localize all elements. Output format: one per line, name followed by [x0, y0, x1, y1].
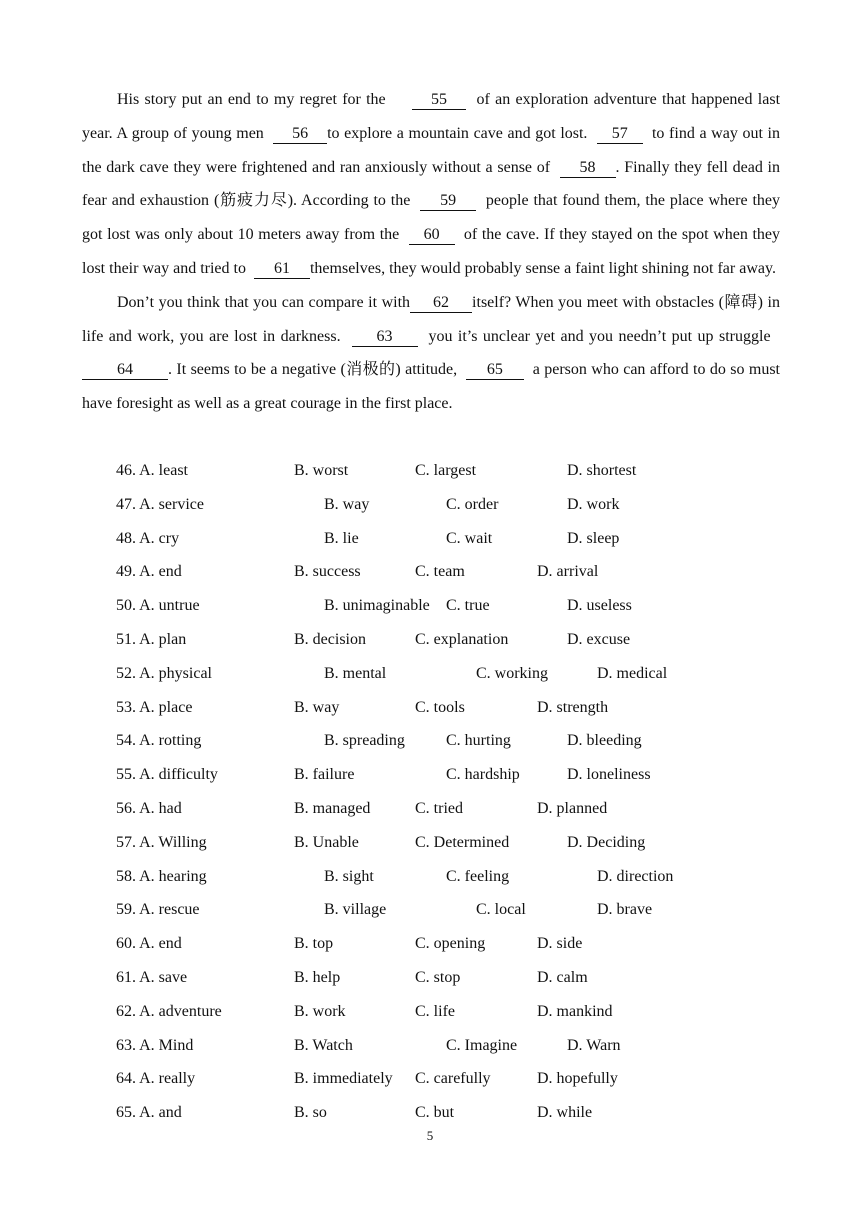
passage-text: Don’t you think that you can compare it with	[117, 293, 411, 311]
option-d: D. excuse	[567, 630, 631, 648]
question-row	[116, 792, 816, 826]
option-b: B. worst	[294, 462, 349, 479]
question-row	[116, 691, 816, 725]
option-d: D. sleep	[567, 529, 620, 547]
option-a: 48. A. cry	[116, 529, 180, 547]
option-b: B. failure	[294, 766, 355, 784]
option-c: C. order	[446, 495, 499, 513]
question-row	[116, 623, 816, 657]
option-a: 56. A. had	[116, 799, 182, 817]
passage-text: . Finally they fell dead in fear and exhaustion (筋疲力尽). According to the	[82, 158, 781, 210]
option-b: B. spreading	[324, 732, 405, 750]
question-row	[116, 995, 816, 1029]
passage-text: to explore a mountain cave and got lost.	[327, 124, 588, 142]
blank-56: 56	[273, 125, 327, 144]
passage-text: themselves, they would probably sense a faint light shining not far away.	[309, 259, 776, 277]
option-b: B. lie	[324, 529, 359, 547]
question-row	[116, 589, 816, 623]
option-a: 63. A. Mind	[116, 1036, 194, 1054]
option-d: D. side	[537, 935, 583, 953]
option-b: B. decision	[294, 630, 366, 648]
option-d: D. hopefully	[537, 1070, 618, 1088]
option-a: 54. A. rotting	[116, 732, 202, 750]
passage-text: of the cave. If they stayed on the spot when they lost their way and tried to	[82, 226, 781, 277]
passage-text: to find a way out in the dark cave they were frightened and ran anxiously without a sense of	[82, 124, 780, 176]
page-number: 5	[426, 1128, 434, 1143]
option-c: C. tools	[415, 698, 465, 716]
question-row	[116, 1062, 816, 1096]
question-row	[116, 1096, 816, 1130]
option-b: B. village	[324, 901, 387, 919]
option-c: C. true	[446, 597, 490, 615]
option-c: C. opening	[415, 935, 486, 953]
option-a: 49. A. end	[116, 563, 182, 581]
options-list	[116, 454, 816, 1130]
option-d: D. mankind	[537, 1002, 613, 1020]
option-b: B. managed	[294, 799, 371, 817]
option-c: C. feeling	[446, 867, 510, 885]
option-b: B. so	[294, 1104, 327, 1122]
question-row	[116, 657, 816, 691]
option-a: 65. A. and	[116, 1104, 182, 1122]
blank-65: 65	[466, 361, 524, 380]
passage-text: you it’s unclear yet and you needn’t put up struggle	[428, 327, 771, 345]
option-b: B. unimaginable	[324, 597, 430, 615]
question-row	[116, 1029, 816, 1063]
blank-60: 60	[409, 226, 455, 245]
question-row	[116, 555, 816, 589]
option-a: 52. A. physical	[116, 664, 212, 682]
option-a: 50. A. untrue	[116, 597, 200, 615]
option-b: B. top	[294, 935, 334, 953]
option-a: 51. A. plan	[116, 630, 187, 648]
option-b: B. work	[294, 1002, 346, 1020]
option-a: 55. A. difficulty	[116, 766, 218, 784]
question-row	[116, 724, 816, 758]
option-d: D. shortest	[567, 462, 637, 479]
option-a: 60. A. end	[116, 935, 182, 953]
option-c: C. Determined	[415, 833, 510, 851]
option-d: D. Warn	[567, 1036, 621, 1054]
option-c: C. explanation	[415, 630, 509, 648]
option-a: 64. A. really	[116, 1070, 196, 1088]
option-b: B. Unable	[294, 833, 359, 851]
option-d: D. Deciding	[567, 833, 646, 851]
option-a: 53. A. place	[116, 698, 193, 716]
option-c: C. hurting	[446, 732, 511, 750]
option-c: C. tried	[415, 799, 463, 817]
question-row	[116, 758, 816, 792]
option-d: D. direction	[597, 867, 674, 885]
option-b: B. sight	[324, 867, 374, 885]
option-a: 58. A. hearing	[116, 867, 207, 885]
option-a: 59. A. rescue	[116, 901, 200, 919]
blank-63: 63	[352, 328, 418, 347]
blank-57: 57	[597, 125, 643, 144]
paragraph-2	[82, 286, 780, 421]
paragraph-1	[82, 83, 780, 286]
option-d: D. brave	[597, 901, 653, 919]
option-c: C. hardship	[446, 766, 520, 784]
option-d: D. useless	[567, 597, 632, 615]
option-b: B. immediately	[294, 1070, 393, 1088]
option-d: D. while	[537, 1104, 593, 1122]
option-b: B. mental	[324, 664, 387, 682]
question-row	[116, 454, 816, 488]
option-b: B. help	[294, 968, 341, 986]
option-a: 46. A. least	[116, 462, 188, 479]
passage-text: people that found them, the place where they got lost was only about 10 meters away from the	[82, 192, 781, 244]
option-c: C. carefully	[415, 1070, 491, 1088]
option-a: 61. A. save	[116, 968, 188, 986]
passage-text: of an exploration adventure that happened last year. A group of young men	[82, 91, 781, 142]
option-d: D. arrival	[537, 563, 599, 581]
option-c: C. working	[476, 664, 548, 682]
option-a: 62. A. adventure	[116, 1002, 222, 1020]
option-b: B. way	[324, 495, 370, 513]
option-c: C. life	[415, 1002, 455, 1020]
option-b: B. success	[294, 563, 361, 581]
question-row	[116, 860, 816, 894]
option-a: 47. A. service	[116, 495, 204, 513]
question-row	[116, 961, 816, 995]
option-b: B. Watch	[294, 1036, 353, 1054]
option-d: D. work	[567, 495, 620, 513]
passage-text: itself? When you meet with obstacles (障碍) in life and work, you are lost in darkness.	[82, 293, 780, 345]
option-d: D. loneliness	[567, 766, 651, 784]
passage-text: a person who can afford to do so must have foresight as well as a great courage in the first place.	[82, 361, 780, 413]
option-c: C. local	[476, 901, 526, 919]
option-c: C. team	[415, 563, 465, 581]
option-d: D. bleeding	[567, 732, 642, 750]
question-row	[116, 826, 816, 860]
question-row	[116, 927, 816, 961]
blank-59: 59	[420, 192, 476, 211]
option-c: C. wait	[446, 529, 493, 547]
option-a: 57. A. Willing	[116, 833, 207, 851]
option-d: D. calm	[537, 968, 588, 986]
passage-text: His story put an end to my regret for the	[117, 91, 386, 108]
question-row	[116, 488, 816, 522]
blank-62: 62	[410, 294, 472, 313]
blank-55: 55	[412, 91, 466, 110]
option-d: D. planned	[537, 799, 608, 817]
option-b: B. way	[294, 698, 340, 716]
question-row	[116, 522, 816, 556]
option-c: C. largest	[415, 462, 477, 479]
blank-61: 61	[254, 260, 310, 279]
option-d: D. strength	[537, 698, 609, 716]
option-c: C. Imagine	[446, 1036, 518, 1054]
passage	[82, 83, 780, 421]
question-row	[116, 893, 816, 927]
passage-text: . It seems to be a negative (消极的) attitude,	[168, 361, 458, 379]
option-c: C. stop	[415, 968, 461, 986]
blank-58: 58	[560, 159, 616, 178]
blank-64: 64	[82, 361, 168, 380]
option-c: C. but	[415, 1104, 455, 1122]
option-d: D. medical	[597, 664, 668, 682]
